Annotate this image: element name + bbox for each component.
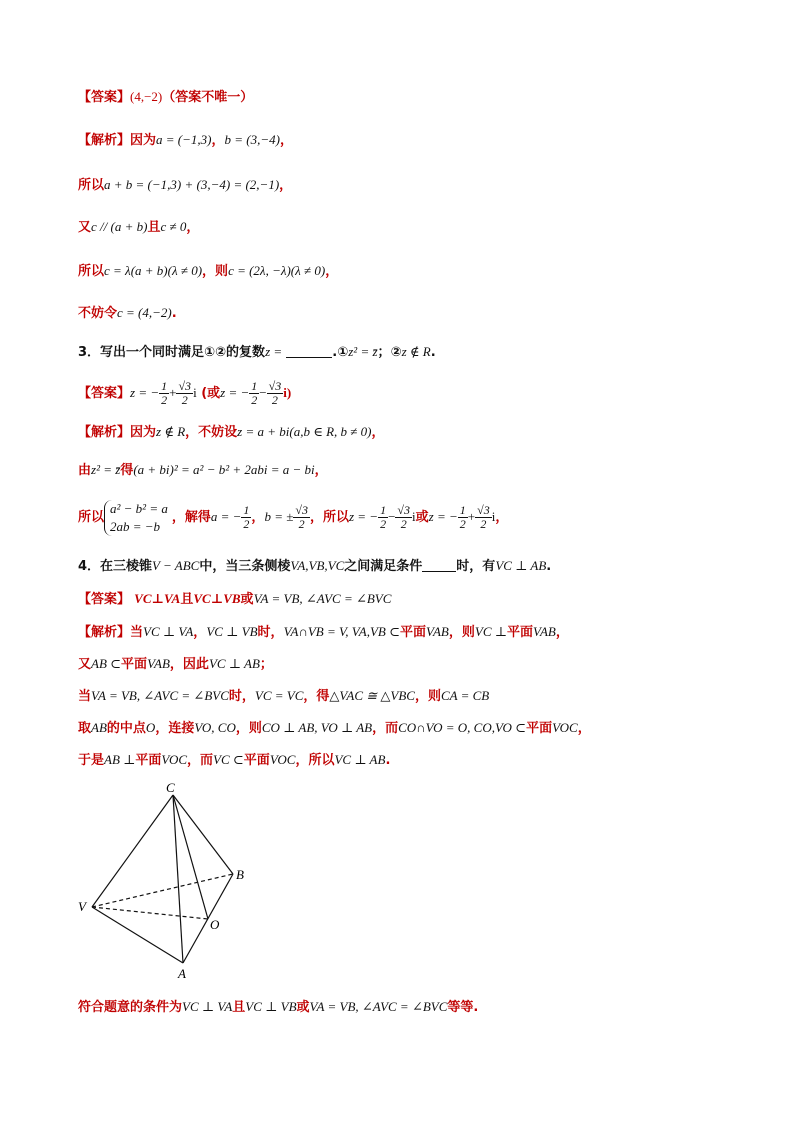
label-a: A xyxy=(178,966,186,981)
q2-analysis-line-1: 【解析】因为a = (−1,3)，b = (3,−4)， xyxy=(78,132,293,148)
answer-tag: 【答案】 xyxy=(78,90,131,105)
label-o: O xyxy=(210,917,220,932)
answer-value: (4,−2) xyxy=(130,89,163,104)
edge-ab xyxy=(183,874,233,963)
edge-cb xyxy=(173,795,233,874)
edge-cv xyxy=(92,795,173,907)
q4-analysis-line-3: 当VA = VB, ∠AVC = ∠BVC时，VC = VC，得△VAC ≅ △VBC，则CA = CB xyxy=(78,688,490,704)
q4-answer-line: 【答案】 VC⊥VA且VC⊥VB或VA = VB, ∠AVC = ∠BVC xyxy=(78,591,392,607)
q3-analysis-line-1: 【解析】因为z ∉ R，不妨设z = a + bi(a,b ∈ R, b ≠ 0)， xyxy=(78,424,385,440)
q2-analysis-line-5: 不妨令c = (4,−2). xyxy=(78,305,177,321)
answer-tag: 【答案】 xyxy=(78,386,131,401)
q3-question: 3．写出一个同时满足①②的复数z = .①z² = z̄；②z ∉ R. xyxy=(78,344,436,360)
label-b: B xyxy=(236,867,244,882)
q4-conclusion-line: 符合题意的条件为VC ⊥ VA且VC ⊥ VB或VA = VB, ∠AVC = ∠BVC等等. xyxy=(78,999,479,1015)
q2-analysis-line-3: 又c // (a + b)且c ≠ 0， xyxy=(78,219,200,235)
q3-analysis-line-2: 由z² = z̄得(a + bi)² = a² − b² + 2abi = a − bi， xyxy=(78,462,328,478)
analysis-tag: 【解析】 xyxy=(78,625,131,640)
edge-ca xyxy=(173,795,183,963)
edge-co xyxy=(173,795,208,919)
q2-analysis-line-4: 所以c = λ(a + b)(λ ≠ 0)，则c = (2λ, −λ)(λ ≠ 0)， xyxy=(78,263,339,279)
equation-system: a² − b² = a 2ab = −b xyxy=(104,500,168,536)
q4-analysis-line-5: 于是AB ⊥平面VOC，而VC ⊂平面VOC，所以VC ⊥ AB. xyxy=(78,752,391,768)
edge-vb xyxy=(92,874,233,907)
answer-tag: 【答案】 xyxy=(78,592,131,607)
answer-blank xyxy=(422,559,456,572)
q2-analysis-line-2: 所以a + b = (−1,3) + (3,−4) = (2,−1)， xyxy=(78,177,293,193)
answer-blank xyxy=(286,345,332,358)
q4-question: 4．在三棱锥V − ABC中，当三条侧棱VA,VB,VC之间满足条件 时，有VC ⊥ AB. xyxy=(78,558,552,574)
answer-note: （答案不唯一） xyxy=(162,90,254,105)
label-v: V xyxy=(78,899,86,914)
analysis-tag: 【解析】 xyxy=(78,425,131,440)
q4-analysis-line-4: 取AB的中点O，连接VO, CO，则CO ⊥ AB, VO ⊥ AB，而CO∩VO = O, CO,VO ⊂平面VOC， xyxy=(78,720,591,736)
tetrahedron-figure xyxy=(70,780,270,985)
q3-analysis-line-3: 所以 a² − b² = a 2ab = −b ，解得a = − $\frac{1}{2}$ ，b = ± $\frac{√3}{2}$ ，所以z = − $\frac{1}{2}$ − $\frac{√3}{2}$ i或z = − $\frac{1}{2}$ + $\frac{√3}{2}$ i， xyxy=(78,500,509,534)
analysis-tag: 【解析】 xyxy=(78,133,131,148)
q4-analysis-line-1: 【解析】当VC ⊥ VA，VC ⊥ VB时，VA∩VB = V, VA,VB ⊂平面VAB，则VC ⊥平面VAB， xyxy=(78,624,569,640)
q4-analysis-line-2: 又AB ⊂平面VAB，因此VC ⊥ AB； xyxy=(78,656,273,672)
q3-answer-line: 【答案】z = − $\frac{1}{2}$ + $\frac{√3}{2}$ i (或z = − $\frac{1}{2}$ − $\frac{√3}{2}$ i) xyxy=(78,379,292,407)
q2-answer-line xyxy=(78,88,253,107)
label-c: C xyxy=(166,780,175,795)
